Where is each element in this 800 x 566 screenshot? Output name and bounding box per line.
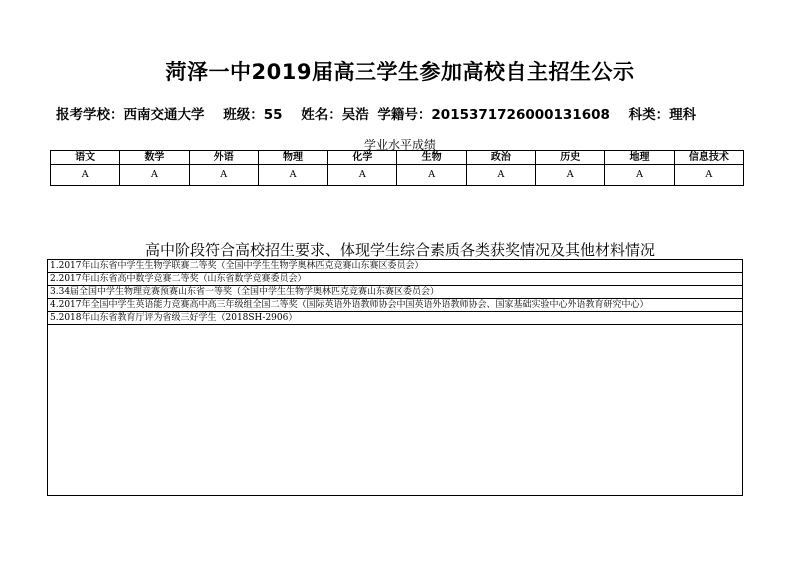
class-label: 班级： (223, 107, 264, 123)
grade-value: A (674, 165, 743, 186)
grade-subject-chinese: 语文 (51, 151, 120, 165)
award-item: 4.2017年全国中学生英语能力竞赛高中高三年级组全国二等奖（国际英语外语教师协会中国英语外语教师协会、国家基础实验中心外语教育研究中心） (48, 299, 742, 312)
subject-value: 理科 (669, 107, 697, 123)
grade-subject-geography: 地理 (605, 151, 674, 165)
grade-subject-biology: 生物 (397, 151, 466, 165)
student-info (56, 103, 710, 123)
school-value: 西南交通大学 (123, 107, 205, 123)
id-label: 学籍号： (377, 107, 432, 123)
school-label: 报考学校： (56, 107, 124, 123)
grade-subject-chemistry: 化学 (328, 151, 397, 165)
grades-value-row (51, 165, 744, 186)
grades-table (50, 150, 744, 186)
grade-value: A (605, 165, 674, 186)
id-value: 2015371726000131608 (431, 107, 610, 123)
grade-value: A (120, 165, 189, 186)
class-value: 55 (263, 107, 283, 123)
subject-label: 科类： (628, 107, 670, 123)
grade-subject-history: 历史 (536, 151, 605, 165)
grade-subject-foreign: 外语 (189, 151, 258, 165)
grade-value: A (466, 165, 535, 186)
grade-value: A (258, 165, 327, 186)
award-item: 1.2017年山东省中学生生物学联赛二等奖（全国中学生生物学奥林匹克竞赛山东赛区委员会） (48, 260, 742, 273)
grade-value: A (51, 165, 120, 186)
grade-value: A (536, 165, 605, 186)
name-value: 吴浩 (341, 107, 369, 123)
awards-section-title: 高中阶段符合高校招生要求、体现学生综合素质各类获奖情况及其他材料情况 (144, 241, 655, 259)
name-label: 姓名： (301, 107, 342, 123)
awards-box (47, 259, 743, 496)
grade-subject-politics: 政治 (466, 151, 535, 165)
award-item: 5.2018年山东省教育厅评为省级三好学生（2018SH-2906） (48, 312, 742, 325)
grade-value: A (328, 165, 397, 186)
grade-subject-physics: 物理 (258, 151, 327, 165)
award-item: 3.34届全国中学生物理竞赛预赛山东省一等奖（全国中学生生物学奥林匹克竞赛山东赛区委员会） (48, 286, 742, 299)
grade-subject-it: 信息技术 (674, 151, 743, 165)
award-item: 2.2017年山东省高中数学竞赛二等奖（山东省数学竞赛委员会） (48, 273, 742, 286)
grade-subject-math: 数学 (120, 151, 189, 165)
page-title: 菏泽一中2019届高三学生参加高校自主招生公示 (165, 60, 635, 84)
grades-section-title: 学业水平成绩 (363, 138, 436, 152)
grade-value: A (189, 165, 258, 186)
grades-header-row (51, 151, 744, 165)
grade-value: A (397, 165, 466, 186)
